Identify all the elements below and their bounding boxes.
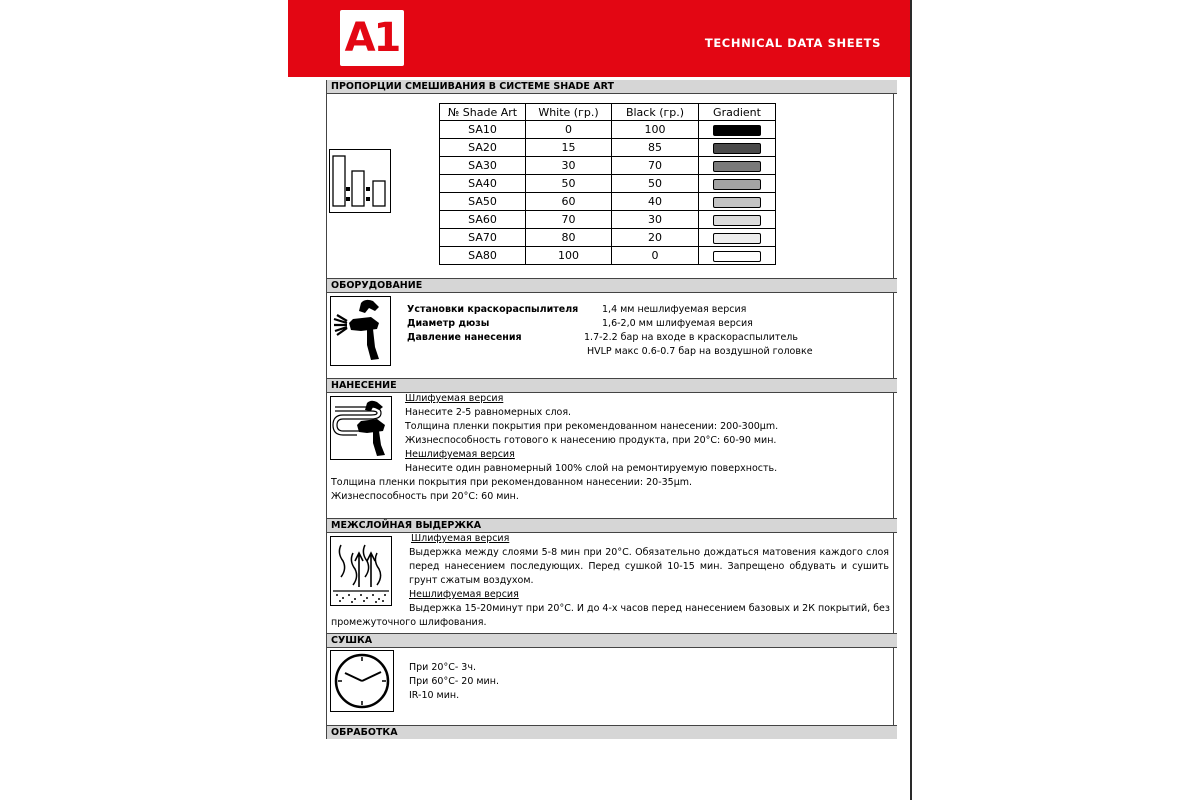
shade-name-cell: SA60 bbox=[440, 211, 526, 229]
drying-line: IR-10 мин. bbox=[409, 690, 460, 701]
drying-heading: СУШКА bbox=[327, 633, 897, 648]
logo-text: A1 bbox=[344, 15, 400, 61]
white-grams-cell: 100 bbox=[526, 247, 612, 265]
table-row bbox=[440, 157, 776, 175]
shade-name-cell: SA50 bbox=[440, 193, 526, 211]
gradient-swatch bbox=[713, 233, 761, 244]
black-grams-cell: 85 bbox=[612, 139, 699, 157]
application-line: Толщина пленки покрытия при рекомендованном нанесении: 200-300µm. bbox=[405, 421, 779, 432]
white-grams-cell: 30 bbox=[526, 157, 612, 175]
sanded-version-title: Шлифуемая версия bbox=[411, 533, 510, 544]
gradient-cell bbox=[699, 247, 776, 265]
black-grams-cell: 0 bbox=[612, 247, 699, 265]
application-line: Толщина пленки покрытия при рекомендованном нанесении: 20-35µm. bbox=[331, 477, 693, 488]
flash-off-section bbox=[327, 518, 893, 633]
gradient-swatch bbox=[713, 161, 761, 172]
black-grams-cell: 100 bbox=[612, 121, 699, 139]
flash-off-text: Выдержка между слоями 5-8 мин при 20°C. Обязательно дождаться матовения каждого слоя перед нанесением последующих. Перед сушкой 10-15 мин. Запрещено обдувать и сушить грунт сжатым воздухом. bbox=[409, 547, 889, 586]
equipment-label: Установки краскораспылителя bbox=[407, 304, 579, 315]
black-grams-cell: 70 bbox=[612, 157, 699, 175]
drying-section bbox=[327, 633, 893, 725]
drying-line: При 60°C- 20 мин. bbox=[409, 676, 499, 687]
equipment-section bbox=[327, 278, 893, 378]
application-line: Жизнеспособность готового к нанесению продукта, при 20°C: 60-90 мин. bbox=[405, 435, 777, 446]
shade-name-cell: SA80 bbox=[440, 247, 526, 265]
equipment-value: 1,6-2,0 мм шлифуемая версия bbox=[602, 318, 753, 329]
flash-off-heading: МЕЖСЛОЙНАЯ ВЫДЕРЖКА bbox=[327, 518, 897, 533]
evaporation-icon bbox=[330, 536, 392, 606]
gradient-swatch bbox=[713, 179, 761, 190]
equipment-value: 1,4 мм нешлифуемая версия bbox=[602, 304, 747, 315]
gradient-cell bbox=[699, 139, 776, 157]
black-grams-cell: 30 bbox=[612, 211, 699, 229]
clock-icon bbox=[330, 650, 394, 712]
table-row bbox=[440, 175, 776, 193]
shade-name-cell: SA10 bbox=[440, 121, 526, 139]
flash-off-line: Выдержка 15-20минут при 20°C. И до 4-х часов перед нанесением базовых и 2К покрытий, без bbox=[409, 603, 890, 614]
gradient-cell bbox=[699, 121, 776, 139]
shade-name-cell: SA30 bbox=[440, 157, 526, 175]
table-row bbox=[440, 139, 776, 157]
column-header: № Shade Art bbox=[440, 104, 526, 121]
gradient-cell bbox=[699, 157, 776, 175]
nonsanded-version-title: Нешлифуемая версия bbox=[409, 589, 519, 600]
gradient-swatch bbox=[713, 215, 761, 226]
table-row bbox=[440, 121, 776, 139]
processing-heading: ОБРАБОТКА bbox=[327, 725, 897, 739]
nonsanded-version-title: Нешлифуемая версия bbox=[405, 449, 515, 460]
table-row bbox=[440, 211, 776, 229]
gradient-swatch bbox=[713, 251, 761, 262]
white-grams-cell: 80 bbox=[526, 229, 612, 247]
processing-section bbox=[327, 725, 893, 739]
table-row bbox=[440, 229, 776, 247]
black-grams-cell: 20 bbox=[612, 229, 699, 247]
gradient-cell bbox=[699, 211, 776, 229]
equipment-value: 1.7-2.2 бар на входе в краскораспылитель bbox=[584, 332, 798, 343]
equipment-label: Давление нанесения bbox=[407, 332, 522, 343]
spray-gun-icon bbox=[330, 296, 391, 366]
data-sheet bbox=[326, 80, 894, 739]
mixing-section bbox=[327, 81, 893, 278]
application-heading: НАНЕСЕНИЕ bbox=[327, 378, 897, 393]
gradient-cell bbox=[699, 175, 776, 193]
equipment-label: Диаметр дюзы bbox=[407, 318, 490, 329]
bar-containers-icon bbox=[329, 149, 391, 213]
shade-name-cell: SA40 bbox=[440, 175, 526, 193]
equipment-value: HVLP макс 0.6-0.7 бар на воздушной головке bbox=[587, 346, 813, 357]
column-header: White (гр.) bbox=[526, 104, 612, 121]
application-line: Жизнеспособность при 20°C: 60 мин. bbox=[331, 491, 519, 502]
mixing-heading: ПРОПОРЦИИ СМЕШИВАНИЯ В СИСТЕМЕ SHADE ART bbox=[327, 80, 897, 94]
table-row bbox=[440, 193, 776, 211]
mixing-table-header bbox=[440, 104, 776, 121]
column-header: Gradient bbox=[699, 104, 776, 121]
white-grams-cell: 70 bbox=[526, 211, 612, 229]
mixing-table bbox=[439, 103, 776, 265]
drying-line: При 20°C- 3ч. bbox=[409, 662, 476, 673]
gradient-cell bbox=[699, 193, 776, 211]
gradient-cell bbox=[699, 229, 776, 247]
white-grams-cell: 50 bbox=[526, 175, 612, 193]
black-grams-cell: 40 bbox=[612, 193, 699, 211]
application-section bbox=[327, 378, 893, 518]
flash-off-line: промежуточного шлифования. bbox=[331, 617, 487, 628]
column-header: Black (гр.) bbox=[612, 104, 699, 121]
white-grams-cell: 0 bbox=[526, 121, 612, 139]
sanded-version-title: Шлифуемая версия bbox=[405, 393, 504, 404]
application-line: Нанесите 2-5 равномерных слоя. bbox=[405, 407, 572, 418]
white-grams-cell: 60 bbox=[526, 193, 612, 211]
gradient-swatch bbox=[713, 125, 761, 136]
white-grams-cell: 15 bbox=[526, 139, 612, 157]
spray-layers-icon bbox=[330, 396, 392, 460]
header-title: TECHNICAL DATA SHEETS bbox=[704, 36, 881, 50]
page-header bbox=[288, 0, 910, 77]
application-line: Нанесите один равномерный 100% слой на ремонтируемую поверхность. bbox=[405, 463, 778, 474]
black-grams-cell: 50 bbox=[612, 175, 699, 193]
gradient-swatch bbox=[713, 143, 761, 154]
shade-name-cell: SA20 bbox=[440, 139, 526, 157]
page-edge bbox=[910, 0, 912, 800]
table-row bbox=[440, 247, 776, 265]
gradient-swatch bbox=[713, 197, 761, 208]
shade-name-cell: SA70 bbox=[440, 229, 526, 247]
brand-logo bbox=[340, 10, 404, 66]
equipment-heading: ОБОРУДОВАНИЕ bbox=[327, 278, 897, 293]
